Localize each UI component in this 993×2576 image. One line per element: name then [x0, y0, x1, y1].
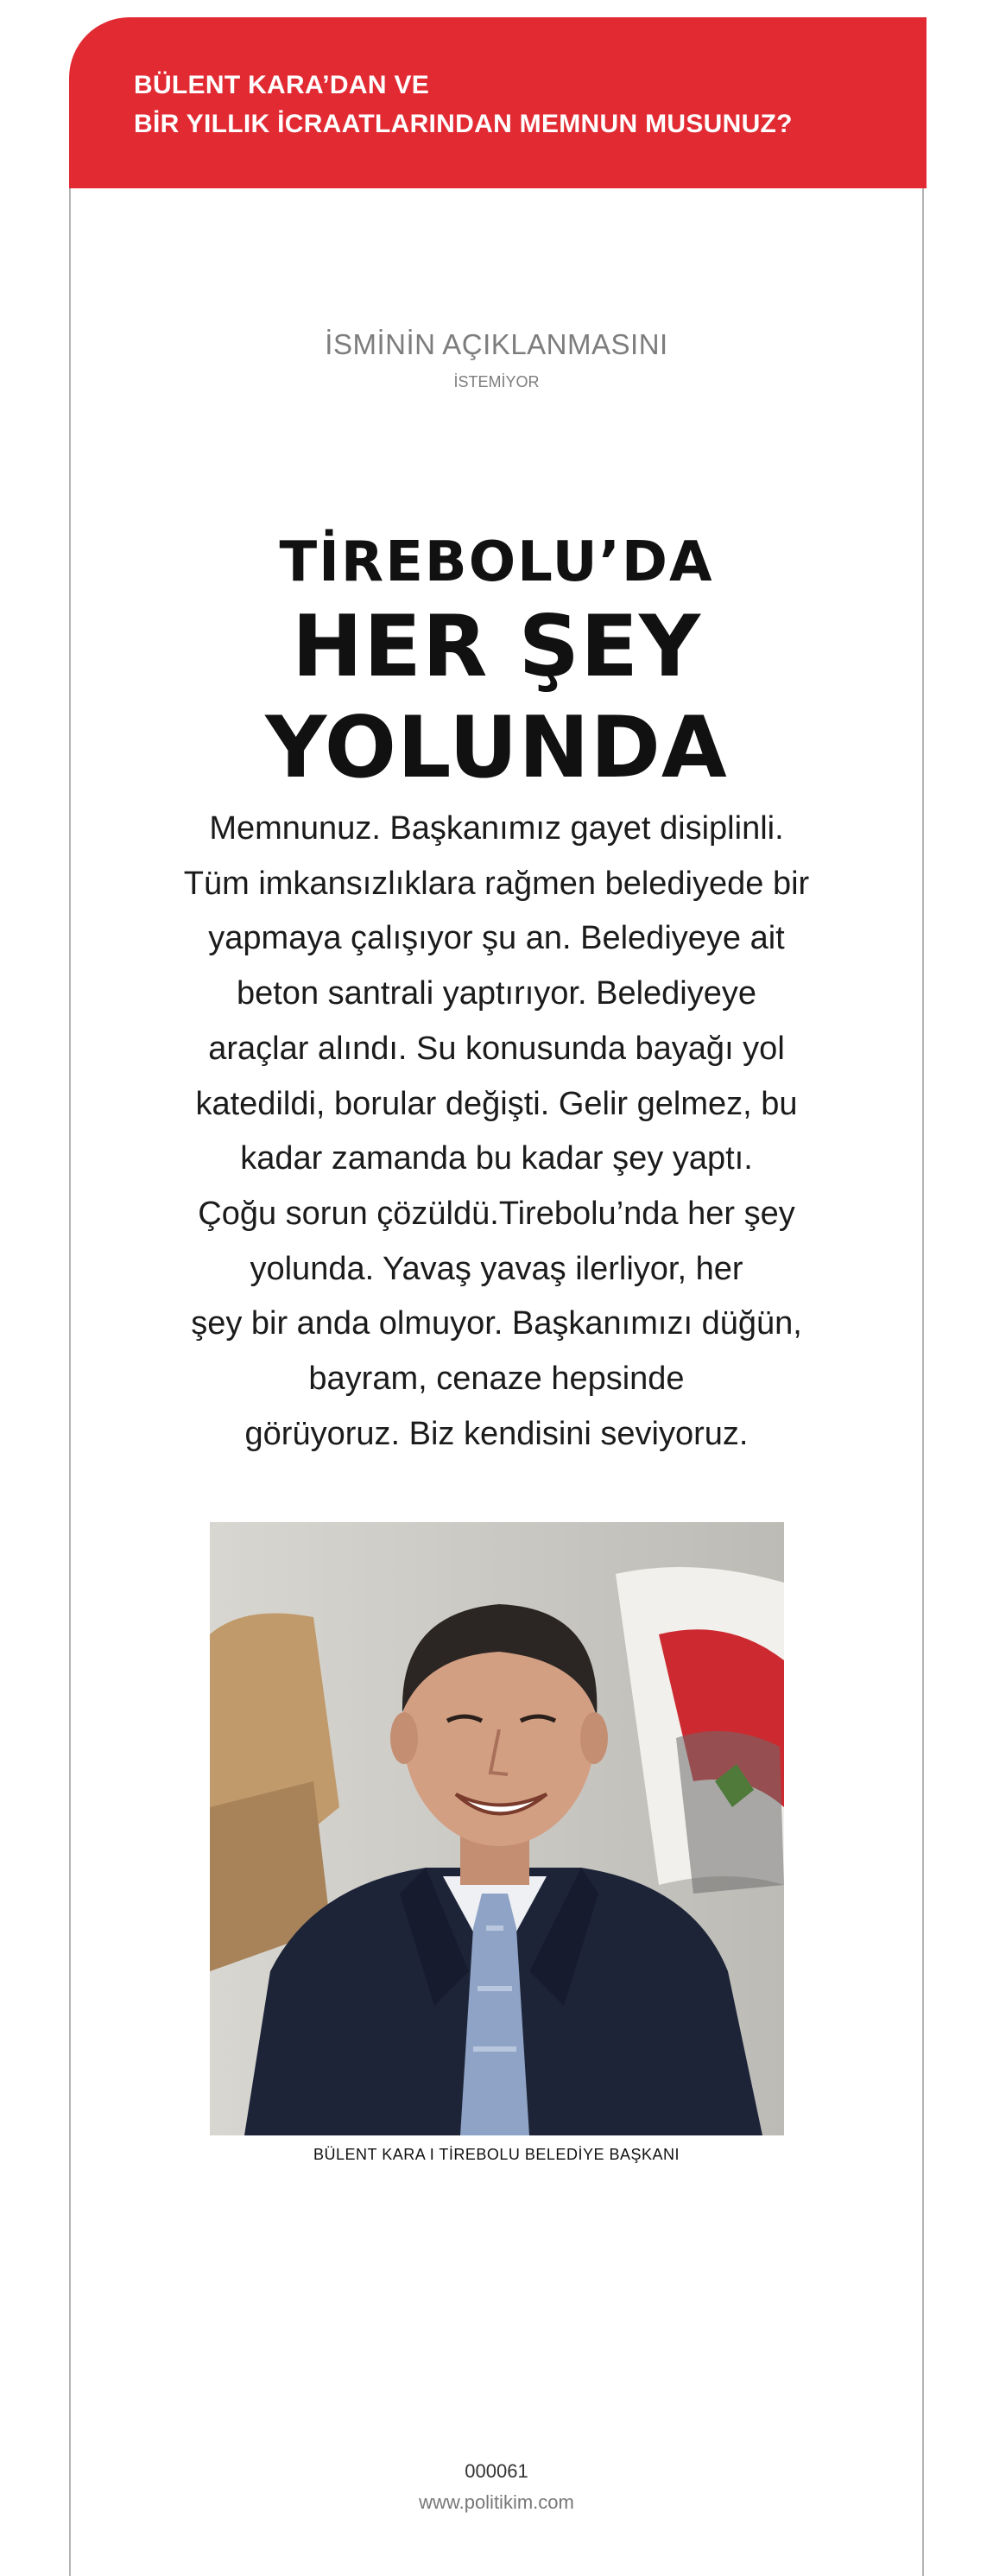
body-line: katedildi, borular değişti. Gelir gelmez, bu: [195, 1085, 798, 1122]
headline-line-1: TİREBOLU’DA: [279, 530, 714, 594]
banner-question: [134, 66, 911, 143]
photo-caption: BÜLENT KARA I TİREBOLU BELEDİYE BAŞKANI: [313, 2146, 680, 2163]
body-line: Çoğu sorun çözüldü.Tirebolu’nda her şey: [198, 1195, 795, 1232]
body-text: [160, 802, 833, 1462]
body-line: Memnunuz. Başkanımız gayet disiplinli.: [209, 810, 784, 847]
page-number: 000061: [465, 2460, 528, 2482]
mayor-photo: [210, 1522, 784, 2135]
body-line: yapmaya çalışıyor şu an. Belediyeye ait: [208, 920, 785, 957]
body-line: görüyoruz. Biz kendisini seviyoruz.: [244, 1415, 749, 1452]
body-line: bayram, cenaze hepsinde: [308, 1361, 685, 1398]
body-line: Tüm imkansızlıklara rağmen belediyede bir: [183, 865, 810, 902]
body-line: araçlar alındı. Su konusunda bayağı yol: [208, 1030, 785, 1067]
banner-line-1: BÜLENT KARA’DAN VE: [134, 71, 430, 99]
body-line: beton santrali yaptırıyor. Belediyeye: [236, 975, 756, 1012]
banner-line-2: BİR YILLIK İCRAATLARINDAN MEMNUN MUSUNUZ?: [134, 110, 793, 138]
respondent-label: İSMİNİN AÇIKLANMASINI: [325, 328, 668, 360]
headline: [0, 529, 993, 798]
website-link[interactable]: www.politikim.com: [419, 2491, 574, 2513]
headline-line-2: HER ŞEY: [291, 598, 702, 696]
body-line: yolunda. Yavaş yavaş ilerliyor, her: [250, 1250, 743, 1287]
portrait-illustration: [210, 1522, 784, 2135]
body-line: kadar zamanda bu kadar şey yaptı.: [240, 1140, 753, 1177]
header-banner: [69, 17, 927, 188]
body-line: şey bir anda olmuyor. Başkanımızı düğün,: [191, 1305, 802, 1342]
respondent-sublabel: İSTEMİYOR: [453, 373, 540, 390]
headline-line-3: YOLUNDA: [265, 699, 728, 797]
